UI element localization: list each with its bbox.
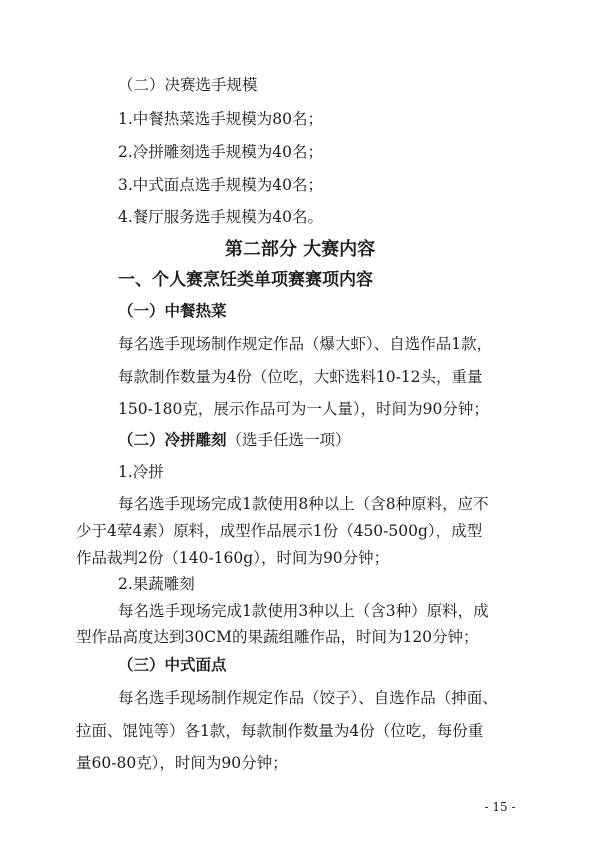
highlighted-comma: ， [435,522,452,540]
paragraph-line: 每名选手现场完成1款使用3种以上（含3种）原料，成 [118,602,489,620]
paragraph-line: 每名选手现场完成1款使用8种以上（含8种原料，应不 [118,495,489,513]
list-item: 4.餐厅服务选手规模为40名。 [118,208,324,226]
paragraph-line: 作品裁判2份（140-160g），时间为90分钟； [76,549,390,567]
paragraph-text: 少于4荤4素）原料，成型作品展示1份（450-500g） [76,522,436,540]
subsection-heading-note: （选手任选一项） [226,431,351,449]
list-item: 3.中式面点选手规模为40名； [118,176,324,194]
section-heading: 一、个人赛烹饪类单项赛赛项内容 [118,270,373,290]
subsection-heading: （三）中式面点 [118,656,227,674]
paragraph-line: 每名选手现场制作规定作品（饺子）、自选作品（抻面、 [118,689,498,707]
paragraph-line: 150-180克，展示作品可为一人量），时间为90分钟； [118,400,489,418]
paragraph-text: 成型 [451,522,483,540]
paragraph-line: 量60-80克），时间为90分钟； [76,754,288,772]
list-item: 2.冷拼雕刻选手规模为40名； [118,143,324,161]
list-item: 1.中餐热菜选手规模为80名； [118,110,324,128]
subsection-heading: （一）中餐热菜 [118,302,227,320]
subsection-heading-bold: （二）冷拼雕刻 [118,431,227,449]
paragraph-line [76,521,482,541]
page-number: - 15 - [484,800,516,814]
list-item: 1.冷拼 [118,463,164,481]
paragraph-line: 每名选手现场制作规定作品（爆大虾）、自选作品1款， [118,335,493,353]
paragraph-line: 型作品高度达到30CM的果蔬组雕作品，时间为120分钟； [76,628,479,646]
final-scale-heading: （二）决赛选手规模 [118,76,258,94]
paragraph-line: 拉面、馄饨等）各1款，每款制作数量为4份（位吃，每份重 [76,722,484,740]
paragraph-line: 每款制作数量为4份（位吃，大虾选料10-12头，重量 [118,368,483,386]
part-title: 第二部分 大赛内容 [224,239,376,260]
list-item: 2.果蔬雕刻 [118,575,195,593]
subsection-heading [118,430,351,450]
